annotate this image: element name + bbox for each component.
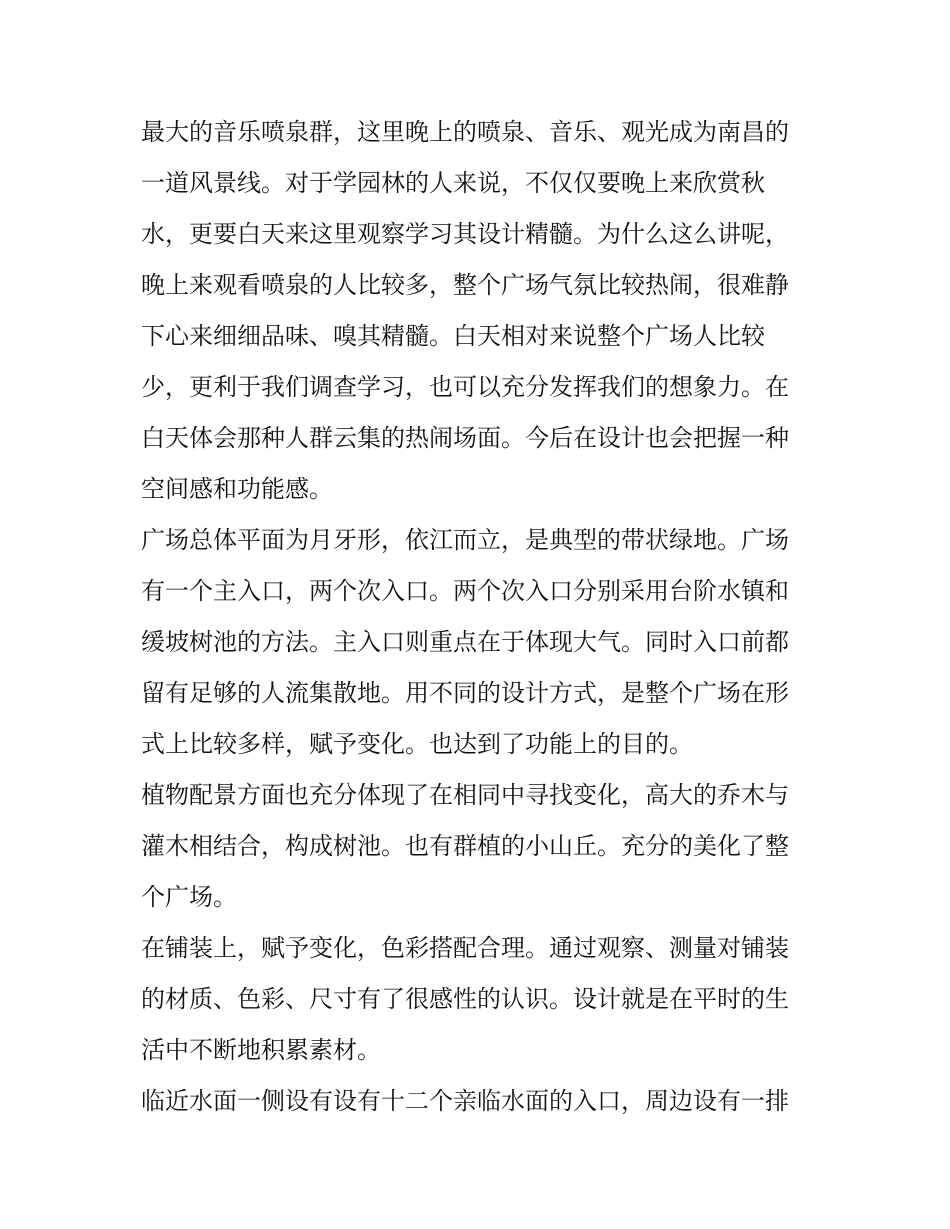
text-line: 一道风景线。对于学园林的人来说，不仅仅要晚上来欣赏秋 <box>141 169 765 197</box>
text-line: 水，更要白天来这里观察学习其设计精髓。为什么这么讲呢， <box>141 220 789 248</box>
text-line: 少，更利于我们调查学习，也可以充分发挥我们的想象力。在 <box>141 373 789 401</box>
text-line: 下心来细细品味、嗅其精髓。白天相对来说整个广场人比较 <box>141 322 765 350</box>
text-line: 有一个主入口，两个次入口。两个次入口分别采用台阶水镇和 <box>141 577 789 605</box>
text-line: 活中不断地积累素材。 <box>141 1036 381 1064</box>
text-line: 晚上来观看喷泉的人比较多，整个广场气氛比较热闹，很难静 <box>141 271 789 299</box>
text-line: 灌木相结合，构成树池。也有群植的小山丘。充分的美化了整 <box>141 832 789 860</box>
text-line: 广场总体平面为月牙形，依江而立，是典型的带状绿地。广场 <box>141 526 789 554</box>
text-line: 在铺装上，赋予变化，色彩搭配合理。通过观察、测量对铺装 <box>141 934 789 962</box>
text-line: 留有足够的人流集散地。用不同的设计方式，是整个广场在形 <box>141 679 789 707</box>
text-line: 个广场。 <box>141 883 237 911</box>
text-line: 植物配景方面也充分体现了在相同中寻找变化，高大的乔木与 <box>141 781 789 809</box>
text-line: 最大的音乐喷泉群，这里晚上的喷泉、音乐、观光成为南昌的 <box>141 118 789 146</box>
text-line: 空间感和功能感。 <box>141 475 333 503</box>
text-line: 式上比较多样，赋予变化。也达到了功能上的目的。 <box>141 730 693 758</box>
text-line: 临近水面一侧设有设有十二个亲临水面的入口，周边设有一排 <box>141 1087 789 1115</box>
body-text <box>141 107 816 1127</box>
text-line: 缓坡树池的方法。主入口则重点在于体现大气。同时入口前都 <box>141 628 789 656</box>
text-line: 的材质、色彩、尺寸有了很感性的认识。设计就是在平时的生 <box>141 985 789 1013</box>
text-line: 白天体会那种人群云集的热闹场面。今后在设计也会把握一种 <box>141 424 789 452</box>
